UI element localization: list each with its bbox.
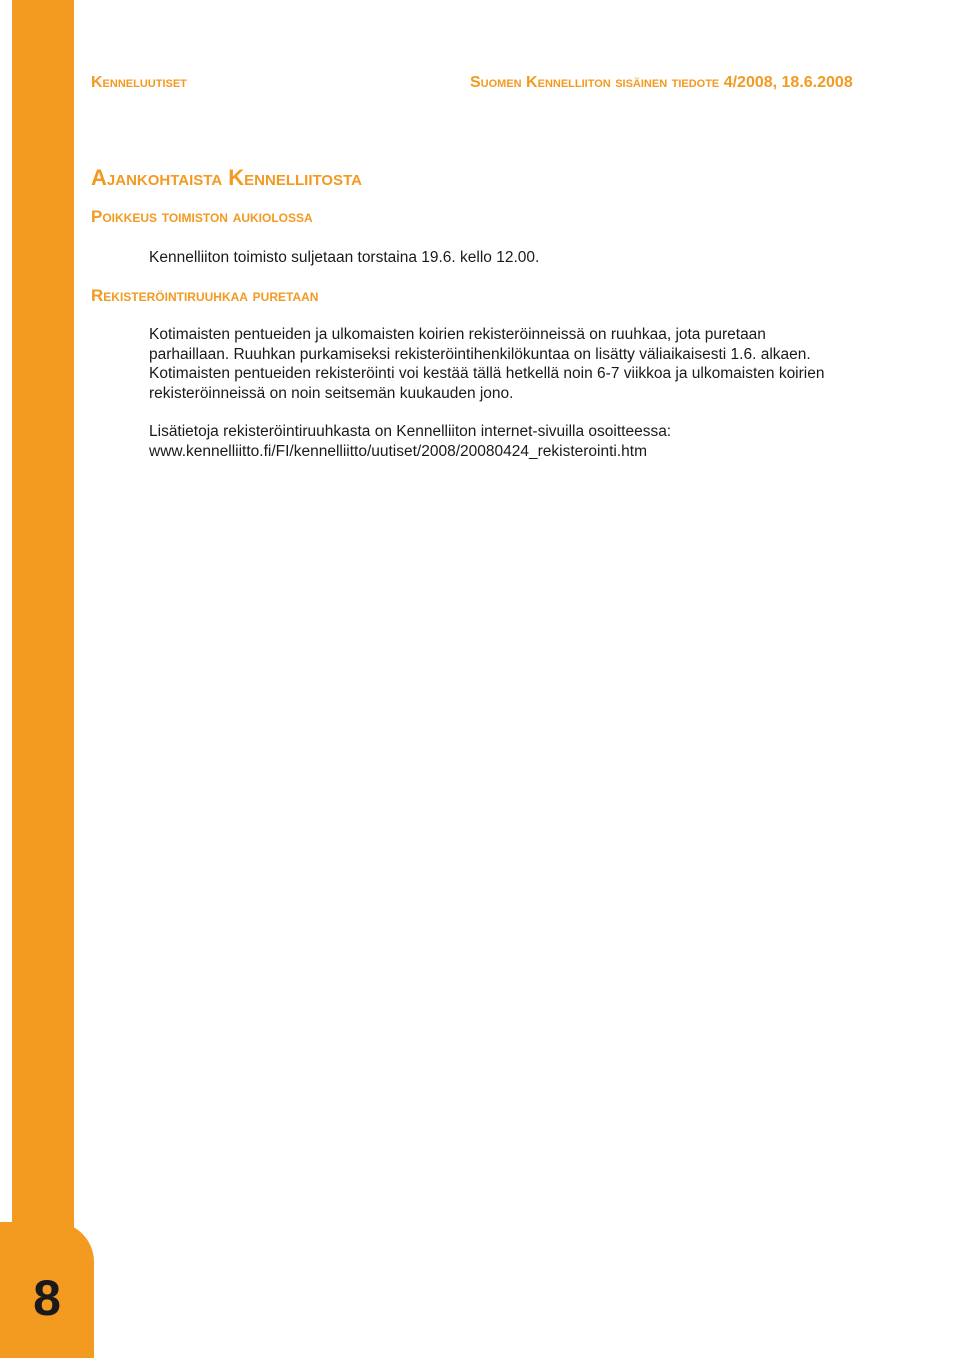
paragraph-more-info [149, 422, 869, 461]
running-head-left: Kenneluutiset [91, 74, 187, 91]
side-color-bar [12, 0, 74, 1358]
section-heading-office-hours: Poikkeus toimiston aukiolossa [91, 207, 313, 226]
running-head-right: Suomen Kennelliiton sisäinen tiedote 4/2008, 18.6.2008 [470, 74, 853, 91]
page-number: 8 [33, 1270, 61, 1326]
paragraph-registration-queue [149, 325, 869, 403]
info-url: www.kennelliitto.fi/FI/kennelliitto/uutiset/2008/20080424_rekisterointi.htm [149, 442, 647, 460]
section-heading-registration-queue: Rekisteröintiruuhkaa puretaan [91, 286, 319, 305]
paragraph-line: Kotimaisten pentueiden ja ulkomaisten koirien rekisteröinneissä on ruuhkaa, jota puretaan [149, 326, 766, 343]
paragraph-line: rekisteröinneissä on noin seitsemän kuukauden jono. [149, 384, 514, 402]
paragraph-line: parhaillaan. Ruuhkan purkamiseksi rekisteröintihenkilökuntaa on lisätty väliaikaisesti 1.6. alkaen. [149, 345, 811, 363]
article-title: Ajankohtaista Kennelliitosta [91, 165, 362, 190]
paragraph-line: Lisätietoja rekisteröintiruuhkasta on Kennelliiton internet-sivuilla osoitteessa: [149, 423, 672, 440]
paragraph-line: Kotimaisten pentueiden rekisteröinti voi kestää tällä hetkellä noin 6-7 viikkoa ja ulkomaisten koirien [149, 365, 825, 382]
paragraph-office-hours [149, 248, 869, 268]
paragraph-line: Kennelliiton toimisto suljetaan torstaina 19.6. kello 12.00. [149, 249, 540, 266]
